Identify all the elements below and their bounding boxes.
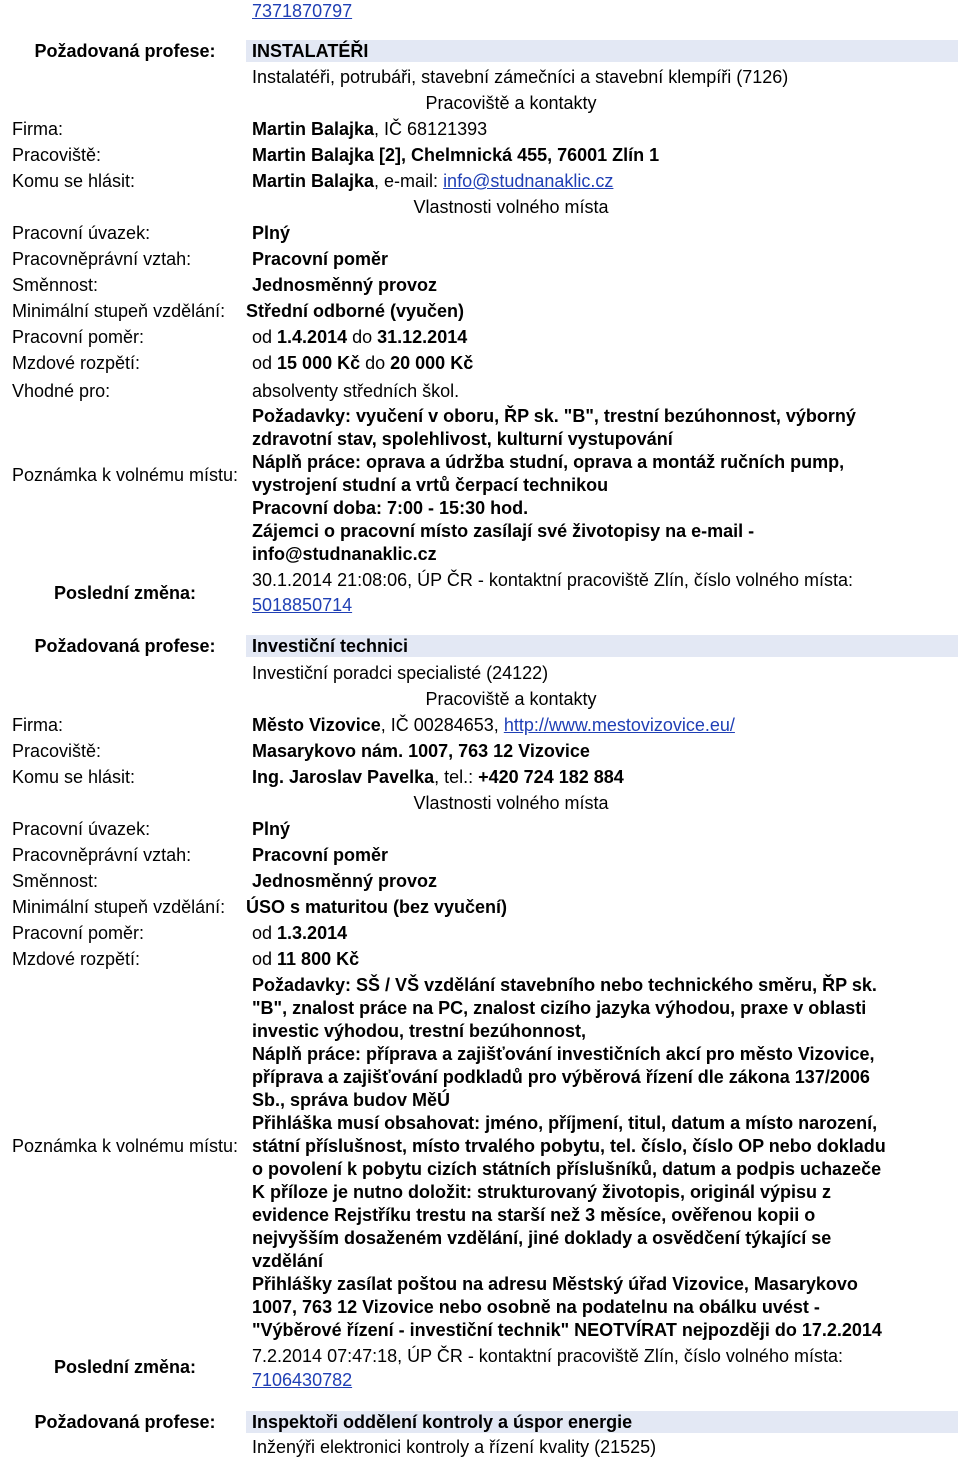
note-line: info@studnanaklic.cz [252, 544, 437, 564]
profession-subtitle: Inženýři elektronici kontroly a řízení kvality (21525) [252, 1437, 657, 1457]
note-line: Náplň práce: příprava a zajišťování investičních akcí pro město Vizovice, [252, 1044, 875, 1064]
firm-name: Město Vizovice [252, 715, 381, 735]
note-line: "B", znalost práce na PC, znalost cizího jazyka výhodou, praxe v oblasti [252, 998, 867, 1018]
note-line: Požadavky: vyučení v oboru, ŘP sk. "B", trestní bezúhonnost, výborný [252, 406, 856, 426]
note-line: Přihláška musí obsahovat: jméno, příjmení, titul, datum a místo narození, [252, 1113, 878, 1133]
shift-label: Směnnost: [12, 275, 99, 295]
vacancy-number-link[interactable]: 5018850714 [252, 595, 353, 615]
employment-relation-label: Pracovněprávní vztah: [12, 249, 192, 269]
last-change-value: 30.1.2014 21:08:06, ÚP ČR - kontaktní pracoviště Zlín, číslo volného místa: [252, 570, 853, 590]
contact-email-prefix: , e-mail: [374, 171, 444, 191]
period-to-text: do [347, 327, 378, 347]
profession-subtitle: Instalatéři, potrubáři, stavební zámečníci a stavební klempíři (7126) [252, 67, 789, 87]
firm-name: Martin Balajka [252, 119, 375, 139]
shift-value: Jednosměnný provoz [252, 275, 438, 295]
employment-period-value [252, 922, 347, 944]
contact-tel-prefix: , tel.: [434, 767, 479, 787]
note-line: Pracovní doba: 7:00 - 15:30 hod. [252, 498, 529, 518]
salary-from-text: od [252, 949, 278, 969]
shift-value: Jednosměnný provoz [252, 871, 438, 891]
employment-period-label: Pracovní poměr: [12, 327, 145, 347]
profession-title: INSTALATÉŘI [252, 41, 369, 61]
note-line: vzdělání [252, 1251, 324, 1271]
firm-value [252, 118, 487, 140]
note-line: Přihlášky zasílat poštou na adresu Městský úřad Vizovice, Masarykovo [252, 1274, 858, 1294]
firm-ico: , IČ 00284653, [380, 715, 504, 735]
note-line: Sb., správa budov MěÚ [252, 1090, 451, 1110]
contact-label: Komu se hlásit: [12, 767, 136, 787]
contact-name: Ing. Jaroslav Pavelka [252, 767, 435, 787]
properties-section-header: Vlastnosti volného místa [413, 793, 609, 813]
last-change-label: Poslední změna: [53, 1357, 197, 1377]
note-label: Poznámka k volnému místu: [11, 1136, 239, 1156]
shift-label: Směnnost: [12, 871, 99, 891]
workplace-section-header: Pracoviště a kontakty [425, 93, 597, 113]
note-line: zdravotní stav, spolehlivost, kulturní vystupování [252, 429, 673, 449]
vacancy-number-link[interactable]: 7106430782 [252, 1370, 353, 1390]
education-label: Minimální stupeň vzdělání: [12, 897, 226, 917]
profession-label: Požadovaná profese: [34, 41, 216, 61]
contact-value [252, 170, 613, 192]
note-line: vystrojení studní a vrtů čerpací technikou [252, 475, 609, 495]
period-to-date: 31.12.2014 [377, 327, 468, 347]
note-text [252, 405, 952, 566]
profession-title: Investiční technici [252, 636, 409, 656]
contact-label: Komu se hlásit: [12, 171, 136, 191]
workplace-value: Masarykovo nám. 1007, 763 12 Vizovice [252, 741, 590, 761]
contact-phone: +420 724 182 884 [478, 767, 624, 787]
workload-value: Plný [252, 819, 291, 839]
last-change-value: 7.2.2014 07:47:18, ÚP ČR - kontaktní pracoviště Zlín, číslo volného místa: [252, 1346, 843, 1366]
note-line: Náplň práce: oprava a údržba studní, oprava a montáž ručních pump, [252, 452, 845, 472]
note-line: nejvyšším dosaženém vzdělání, jiné doklady a osvědčení týkající se [252, 1228, 832, 1248]
profession-label: Požadovaná profese: [34, 636, 216, 656]
salary-to-text: do [360, 353, 391, 373]
contact-email-link[interactable]: info@studnanaklic.cz [443, 171, 614, 191]
employment-relation-value: Pracovní poměr [252, 845, 389, 865]
note-line: o povolení k pobytu cizích státních příslušníků, datum a podpis uchazeče [252, 1159, 882, 1179]
workplace-section-header: Pracoviště a kontakty [425, 689, 597, 709]
contact-name: Martin Balajka [252, 171, 375, 191]
workload-label: Pracovní úvazek: [12, 223, 151, 243]
firm-value [252, 714, 735, 736]
note-line: 1007, 763 12 Vizovice nebo osobně na podatelnu na obálku uvést - [252, 1297, 820, 1317]
period-from-text: od [252, 923, 278, 943]
profession-subtitle: Investiční poradci specialisté (24122) [252, 663, 549, 683]
note-text [252, 974, 952, 1342]
salary-max: 20 000 Kč [390, 353, 474, 373]
firm-website-link[interactable]: http://www.mestovizovice.eu/ [503, 715, 735, 735]
properties-section-header: Vlastnosti volného místa [413, 197, 609, 217]
salary-min: 11 800 Kč [277, 949, 360, 969]
note-line: "Výběrové řízení - investiční technik" NEOTVÍRAT nejpozději do 17.2.2014 [252, 1320, 882, 1340]
education-value: Střední odborné (vyučen) [246, 301, 465, 321]
last-change-label: Poslední změna: [53, 583, 197, 603]
period-from-text: od [252, 327, 278, 347]
salary-min: 15 000 Kč [277, 353, 361, 373]
workplace-label: Pracoviště: [12, 145, 102, 165]
note-line: Zájemci o pracovní místo zasílají své životopisy na e-mail - [252, 521, 755, 541]
workload-value: Plný [252, 223, 291, 243]
period-from-date: 1.4.2014 [277, 327, 348, 347]
suitable-for-label: Vhodné pro: [12, 381, 111, 401]
salary-value [252, 948, 359, 970]
note-line: evidence Rejstříku trestu na starší než 3 měsíce, ověřenou kopii o [252, 1205, 816, 1225]
salary-from-text: od [252, 353, 278, 373]
employment-period-label: Pracovní poměr: [12, 923, 145, 943]
education-label: Minimální stupeň vzdělání: [12, 301, 226, 321]
firm-ico: , IČ 68121393 [374, 119, 488, 139]
period-from-date: 1.3.2014 [277, 923, 348, 943]
workplace-label: Pracoviště: [12, 741, 102, 761]
employment-relation-value: Pracovní poměr [252, 249, 389, 269]
firm-label: Firma: [12, 715, 63, 735]
vacancy-number-link[interactable]: 7371870797 [252, 1, 353, 21]
education-value: ÚSO s maturitou (bez vyučení) [246, 897, 508, 917]
note-line: Požadavky: SŠ / VŠ vzdělání stavebního nebo technického směru, ŘP sk. [252, 975, 877, 995]
note-line: státní příslušnost, místo trvalého pobytu, tel. číslo, číslo OP nebo dokladu [252, 1136, 886, 1156]
firm-label: Firma: [12, 119, 63, 139]
note-line: příprava a zajišťování podkladů pro výběrová řízení dle zákona 137/2006 [252, 1067, 870, 1087]
profession-label: Požadovaná profese: [34, 1412, 216, 1432]
profession-title: Inspektoři oddělení kontroly a úspor energie [252, 1412, 633, 1432]
note-line: investic výhodou, trestní bezúhonnost, [252, 1021, 587, 1041]
workload-label: Pracovní úvazek: [12, 819, 151, 839]
salary-value [252, 352, 473, 374]
note-label: Poznámka k volnému místu: [11, 465, 239, 485]
salary-label: Mzdové rozpětí: [12, 949, 141, 969]
contact-value [252, 766, 624, 788]
employment-relation-label: Pracovněprávní vztah: [12, 845, 192, 865]
salary-label: Mzdové rozpětí: [12, 353, 141, 373]
employment-period-value [252, 326, 467, 348]
workplace-value: Martin Balajka [2], Chelmnická 455, 76001 Zlín 1 [252, 145, 660, 165]
suitable-for-value: absolventy středních škol. [252, 381, 460, 401]
note-line: K příloze je nutno doložit: strukturovaný životopis, originál výpisu z [252, 1182, 832, 1202]
